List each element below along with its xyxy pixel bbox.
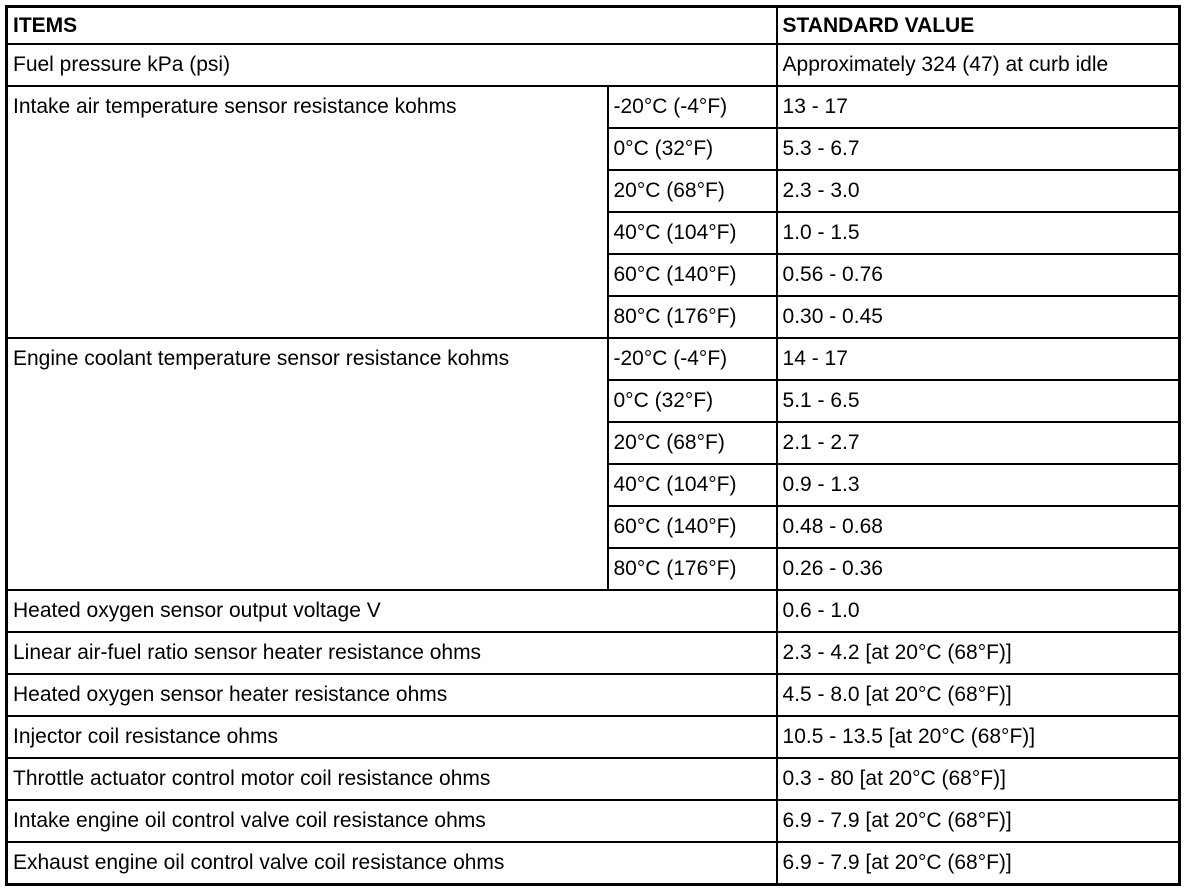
table-row xyxy=(7,338,1180,380)
value-cell: 0.56 - 0.76 xyxy=(777,254,1180,296)
temperature-cell: 60°C (140°F) xyxy=(608,254,777,296)
value-cell: 0.30 - 0.45 xyxy=(777,296,1180,338)
value-cell: 0.3 - 80 [at 20°C (68°F)] xyxy=(777,758,1180,800)
value-cell: 2.3 - 3.0 xyxy=(777,170,1180,212)
item-cell: Intake air temperature sensor resistance kohms xyxy=(7,86,608,338)
temperature-cell: -20°C (-4°F) xyxy=(608,338,777,380)
value-cell: 1.0 - 1.5 xyxy=(777,212,1180,254)
table-row xyxy=(7,674,1180,716)
temperature-cell: 80°C (176°F) xyxy=(608,548,777,590)
temperature-cell: 20°C (68°F) xyxy=(608,170,777,212)
temperature-cell: 0°C (32°F) xyxy=(608,128,777,170)
item-cell: Engine coolant temperature sensor resistance kohms xyxy=(7,338,608,590)
value-cell: 14 - 17 xyxy=(777,338,1180,380)
temperature-cell: 0°C (32°F) xyxy=(608,380,777,422)
value-cell: Approximately 324 (47) at curb idle xyxy=(777,44,1180,86)
value-cell: 0.26 - 0.36 xyxy=(777,548,1180,590)
table-row xyxy=(7,632,1180,674)
table-row xyxy=(7,842,1180,885)
item-cell: Intake engine oil control valve coil resistance ohms xyxy=(7,800,777,842)
value-cell: 5.1 - 6.5 xyxy=(777,380,1180,422)
table-row xyxy=(7,590,1180,632)
value-cell: 2.1 - 2.7 xyxy=(777,422,1180,464)
table-row xyxy=(7,758,1180,800)
value-cell: 2.3 - 4.2 [at 20°C (68°F)] xyxy=(777,632,1180,674)
item-cell: Linear air-fuel ratio sensor heater resistance ohms xyxy=(7,632,777,674)
item-cell: Heated oxygen sensor heater resistance ohms xyxy=(7,674,777,716)
temperature-cell: 20°C (68°F) xyxy=(608,422,777,464)
item-cell: Exhaust engine oil control valve coil resistance ohms xyxy=(7,842,777,885)
value-cell: 4.5 - 8.0 [at 20°C (68°F)] xyxy=(777,674,1180,716)
table-header-row xyxy=(7,7,1180,45)
value-cell: 13 - 17 xyxy=(777,86,1180,128)
value-cell: 0.6 - 1.0 xyxy=(777,590,1180,632)
item-cell: Heated oxygen sensor output voltage V xyxy=(7,590,777,632)
temperature-cell: -20°C (-4°F) xyxy=(608,86,777,128)
item-cell: Injector coil resistance ohms xyxy=(7,716,777,758)
table-row xyxy=(7,716,1180,758)
temperature-cell: 40°C (104°F) xyxy=(608,464,777,506)
temperature-cell: 80°C (176°F) xyxy=(608,296,777,338)
value-cell: 6.9 - 7.9 [at 20°C (68°F)] xyxy=(777,800,1180,842)
temperature-cell: 40°C (104°F) xyxy=(608,212,777,254)
table-row xyxy=(7,86,1180,128)
table-row xyxy=(7,800,1180,842)
value-cell: 0.9 - 1.3 xyxy=(777,464,1180,506)
specifications-table xyxy=(5,5,1181,886)
items-header: ITEMS xyxy=(7,7,777,45)
item-cell: Fuel pressure kPa (psi) xyxy=(7,44,777,86)
value-cell: 5.3 - 6.7 xyxy=(777,128,1180,170)
table-row xyxy=(7,44,1180,86)
value-cell: 6.9 - 7.9 [at 20°C (68°F)] xyxy=(777,842,1180,885)
standard-value-header: STANDARD VALUE xyxy=(777,7,1180,45)
temperature-cell: 60°C (140°F) xyxy=(608,506,777,548)
value-cell: 0.48 - 0.68 xyxy=(777,506,1180,548)
value-cell: 10.5 - 13.5 [at 20°C (68°F)] xyxy=(777,716,1180,758)
item-cell: Throttle actuator control motor coil resistance ohms xyxy=(7,758,777,800)
